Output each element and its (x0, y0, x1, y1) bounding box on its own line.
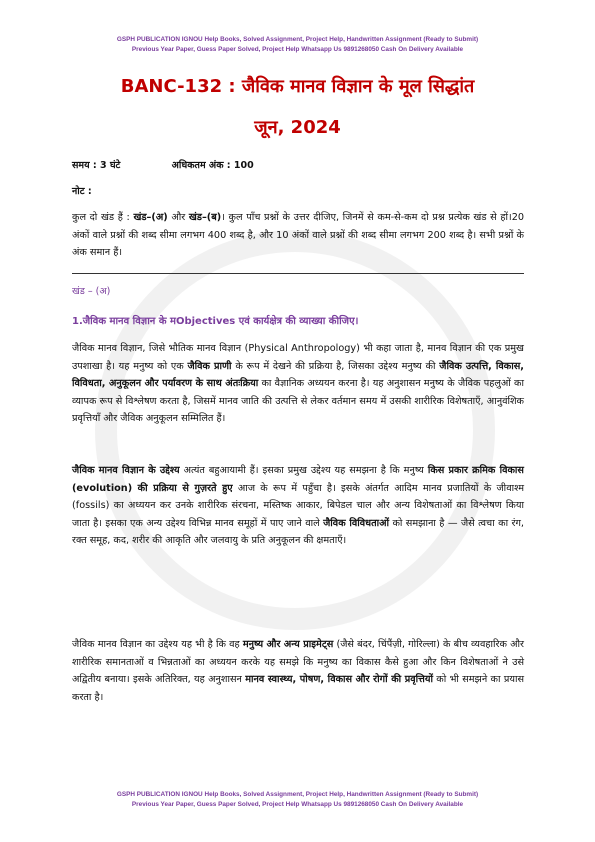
paper-title: BANC-132 : जैविक मानव विज्ञान के मूल सिद्धांत (120, 76, 475, 97)
section-heading: खंड – (अ) (72, 286, 111, 297)
instr-text-3: । कुल पाँच प्रश्नों के उत्तर दीजिए, जिनमें से कम-से-कम दो प्रश्न प्रत्येक खंड से हों।20 अंकों वाले प्रश्नों की शब्द सीमा लगभग 400 शब्द है, और 10 अंकों वाले प्रश्नों की शब्द सीमा लगभग 200 शब्द है। सभी प्रश्नों के अंक समान हैं। (72, 212, 525, 258)
time-label: समय : 3 घंटे (72, 160, 121, 171)
p3-text-2: (जैसे बंदर, चिंपैंज़ी, गोरिल्ला) के बीच व्यवहारिक और शारीरिक समानताओं व भिन्नताओं का अध्ययन करके यह समझे कि मनुष्य का विकास कैसे हुआ और किन विशेषताओं ने उसे अद्वितीय बनाया। इसके अतिरिक्त, यह अनुशासन (72, 639, 524, 686)
p3-text-1: जैविक मानव विज्ञान का उद्देश्य यह भी है कि वह (72, 639, 243, 650)
footer-line-2: Previous Year Paper, Guess Paper Solved, Project Help Whatsapp Us 9891268050 Cash On Delivery Available (131, 800, 464, 808)
instr-text-2: और (167, 212, 189, 223)
instr-section-a: खंड–(अ) (133, 212, 168, 223)
p2-bold-1: जैविक मानव विज्ञान के उद्देश्य (72, 465, 180, 476)
p2-bold-3: जैविक विविधताओं (323, 517, 390, 529)
p2-text-3: को समझाना है — जैसे त्वचा का रंग, रक्त समूह, कद, शरीर की आकृति और जलवायु के प्रति अनुकूलन की क्षमताएँ। (72, 517, 524, 547)
p1-text-2: के रूप में देखने की प्रक्रिया है, जिसका उद्देश्य मनुष्य की (231, 360, 440, 372)
p3-bold-2: मानव स्वास्थ्य, पोषण, विकास और रोगों की प्रवृत्तियों (245, 674, 433, 686)
exam-date: जून, 2024 (254, 117, 341, 138)
page-header (0, 35, 595, 54)
p1-text-3: का वैज्ञानिक अध्ययन करना है। यह अनुशासन मनुष्य के जैविक पहलुओं का व्यापक रूप से विश्लेषण करता है, जिसमें मानव जाति की उत्पत्ति से लेकर वर्तमान समय में उसकी शारीरिक विशेषताएँ, आनुवंशिक प्रवृत्तियाँ और जैविक अनुकूलन सम्मिलित हैं। (72, 378, 524, 425)
answer-paragraph-3 (72, 636, 524, 706)
instr-text-1: कुल दो खंड हैं : (72, 212, 134, 223)
footer-line-1: GSPH PUBLICATION IGNOU Help Books, Solved Assignment, Project Help, Handwritten Assignment (Ready to Submit) (116, 791, 479, 798)
header-line-2: Previous Year Paper, Guess Paper Solved, Project Help Whatsapp Us 9891268050 Cash On Delivery Available (131, 45, 464, 53)
instr-section-b: खंड–(ब) (188, 212, 222, 223)
p1-bold-2: जैविक उत्पत्ति, विकास, विविधता, अनुकूलन और पर्यावरण के साथ अंतःक्रिया (72, 360, 524, 390)
p3-text-3: को भी समझने का प्रयास करता है। (72, 674, 525, 703)
watermark-seal (95, 230, 495, 630)
p2-text-1: अत्यंत बहुआयामी हैं। इसका प्रमुख उद्देश्य यह समझना है कि मनुष्य (179, 465, 428, 476)
note-label: नोट : (72, 186, 92, 197)
p2-text-2: आज के रूप में पहुँचा है। इसके अंतर्गत आदिम मानव प्रजातियों के जीवाश्म (fossils) का अध्ययन कर उनके शारीरिक संरचना, मस्तिष्क आकार, बिपेडल चाल और अन्य विशेषताओं का विश्लेषण किया जाता है। इसका एक अन्य उद्देश्य विभिन्न मानव समूहों में पाए जाने वाले (72, 482, 524, 529)
question-1: 1.जैविक मानव विज्ञान के मObjectives एवं कार्यक्षेत्र की व्याख्या कीजिए। (72, 316, 359, 327)
max-marks-label: अधिकतम अंक : 100 (171, 160, 254, 171)
p3-bold-1: मनुष्य और अन्य प्राइमेट्स (242, 639, 334, 650)
page-footer (0, 790, 595, 809)
header-line-1: GSPH PUBLICATION IGNOU Help Books, Solved Assignment, Project Help, Handwritten Assignment (Ready to Submit) (116, 36, 479, 43)
instructions-text (72, 209, 524, 262)
answer-paragraph-2 (72, 462, 524, 550)
exam-meta (72, 158, 254, 171)
p1-bold-1: जैविक प्राणी (187, 360, 232, 372)
divider-line (72, 273, 524, 274)
answer-paragraph-1 (72, 340, 524, 428)
p2-bold-2: किस प्रकार क्रमिक विकास (evolution) की प्रक्रिया से गुज़रते हुए (72, 465, 524, 494)
p1-text-1: जैविक मानव विज्ञान, जिसे भौतिक मानव विज्ञान (Physical Anthropology) भी कहा जाता है, मानव विज्ञान की एक प्रमुख उपशाखा है। यह मनुष्य को एक (72, 343, 524, 372)
